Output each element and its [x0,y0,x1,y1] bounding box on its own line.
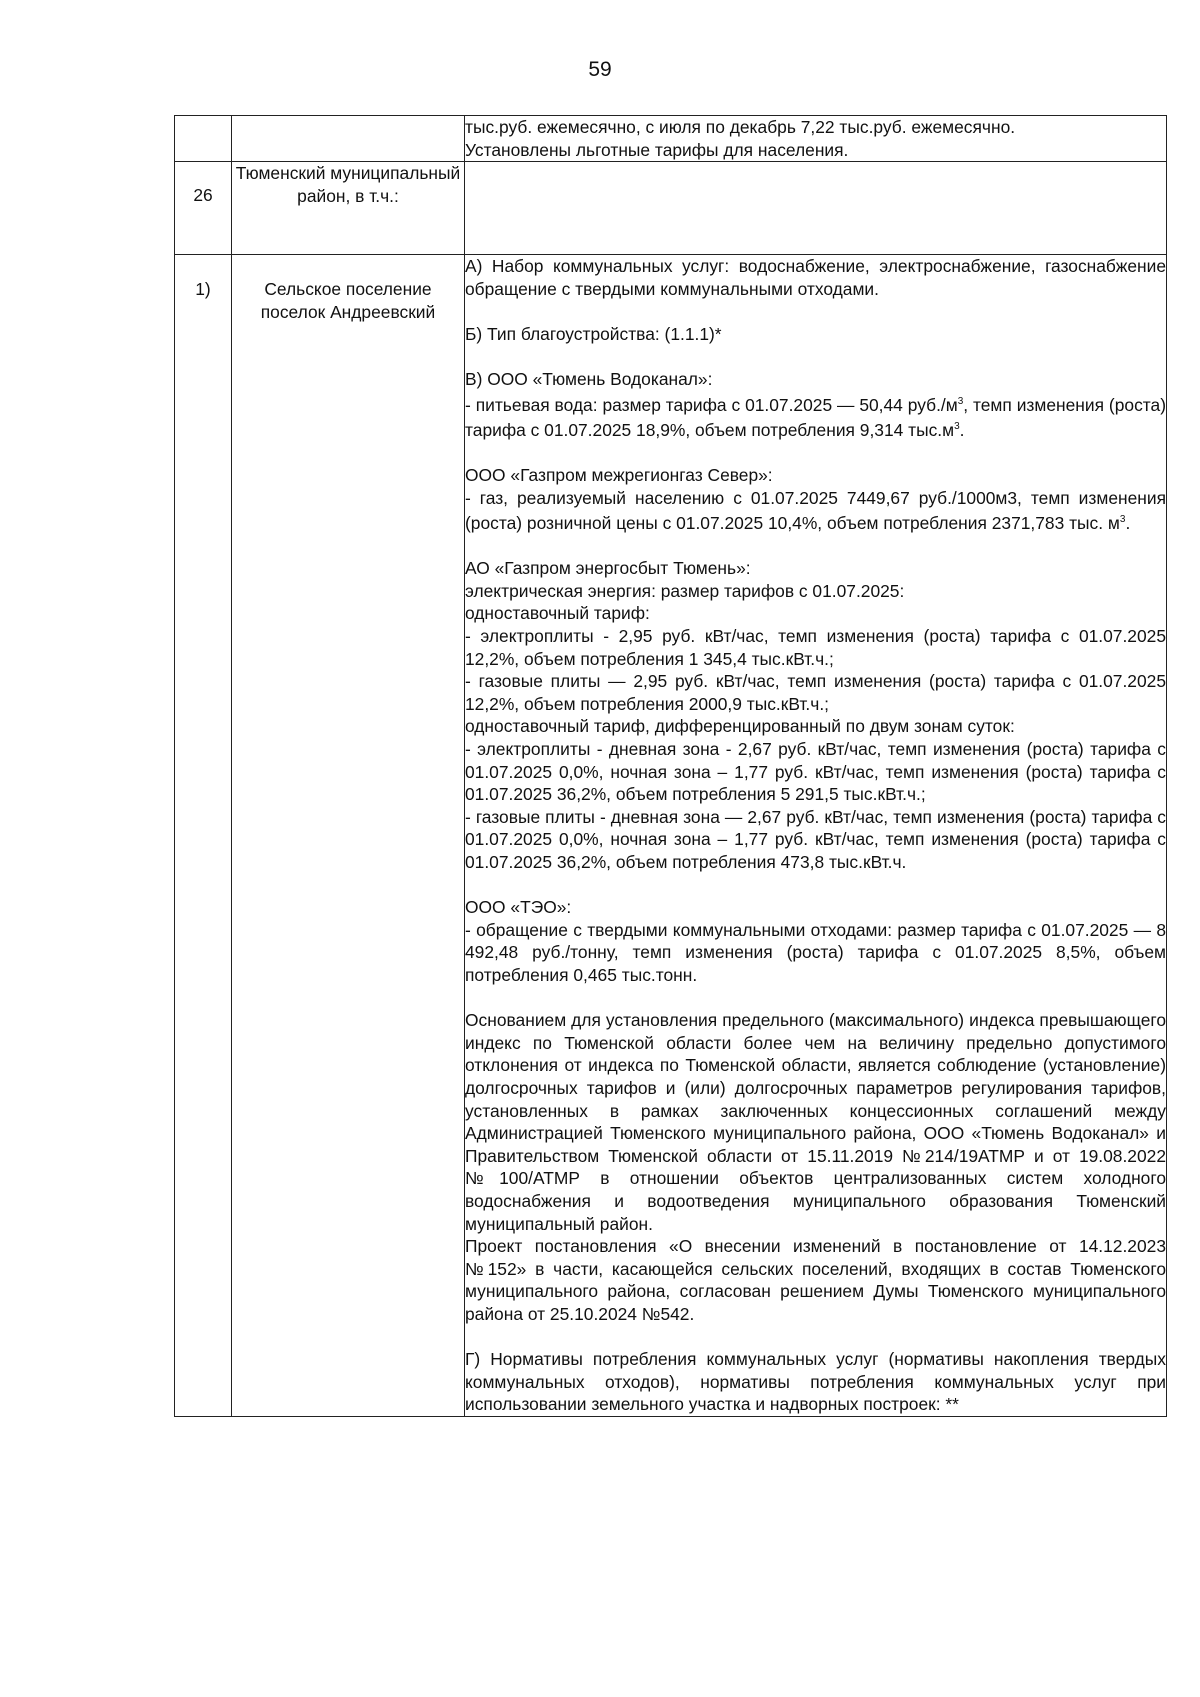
improvement-type: Б) Тип благоустройства: (1.1.1)* [465,323,722,344]
electricity-line: одноставочный тариф, дифференцированный по двум зонам суток: [465,716,1015,737]
cell-content-empty [465,162,1167,255]
consumption-norms: Г) Нормативы потребления коммунальных услуг (нормативы накопления твердых коммунальных отходов), нормативы потребления коммунальных услуг при использовании земельного участка и надворных построек: ** [465,1349,1166,1415]
electricity-line: - газовые плиты — 2,95 руб. кВт/час, темп изменения (роста) тарифа с 01.07.2025 12,2%, объем потребления 2000,9 тыс.кВт.ч.; [465,671,1166,714]
electricity-line: электрическая энергия: размер тарифов с 01.07.2025: [465,580,905,601]
electricity-line: - электроплиты - дневная зона - 2,67 руб. кВт/час, темп изменения (роста) тарифа с 01.07.2025 0,0%, ночная зона – 1,77 руб. кВт/час, темп изменения (роста) тарифа с 01.07.2025 36,2%, объем потребления 5 291,5 тыс.кВт.ч.; [465,739,1166,805]
content-line: Установлены льготные тарифы для населения. [465,139,849,160]
vodokanal-title: В) ООО «Тюмень Водоканал»: [465,369,713,390]
row-number: 1) [175,255,232,1417]
content-line: тыс.руб. ежемесячно, с июля по декабрь 7,22 тыс.руб. ежемесячно. [465,117,1016,137]
gazprom-mezhregiongaz-title: ООО «Газпром межрегионгаз Север»: [465,465,773,486]
electricity-line: - электроплиты - 2,95 руб. кВт/час, темп изменения (роста) тарифа с 01.07.2025 12,2%, объем потребления 1 345,4 тыс.кВт.ч.; [465,626,1166,669]
row-number: 26 [175,162,232,255]
electricity-line: одноставочный тариф: [465,603,650,624]
settlement-name: Сельское поселение поселок Андреевский [232,255,465,1417]
cell-number-empty [175,116,232,162]
electricity-line: - газовые плиты - дневная зона — 2,67 руб. кВт/час, темп изменения (роста) тарифа с 01.07.2025 0,0%, ночная зона – 1,77 руб. кВт/час, темп изменения (роста) тарифа с 01.07.2025 36,2%, объем потребления 473,8 тыс.кВт.ч. [465,806,1166,873]
municipality-name: Тюменский муниципальный район, в т.ч.: [232,162,465,255]
basis-paragraph: Основанием для установления предельного (максимального) индекса превышающего индекс по Тюменской области более чем на величину предельно допустимого отклонения от индекса по Тюменской области, является соблюдение (установление) долгосрочных тарифов и (или) долгосрочных параметров регулирования тарифов, установленных в рамках заключенных концессионных соглашений между Администрацией Тюменского муниципального района, ООО «Тюмень Водоканал» и Правительством Тюменской области от 15.11.2019 №214/19АТМР и от 19.08.2022 №100/АТМР в отношении объектов централизованных систем холодного водоснабжения и водоотведения муниципального образования Тюменский муниципальный район. [465,1010,1166,1234]
table-row-26 [175,162,1167,255]
project-paragraph: Проект постановления «О внесении изменений в постановление от 14.12.2023 №152» в части, касающейся сельских поселений, входящих в состав Тюменского муниципального района, согласован решением Думы Тюменского муниципального района от 25.10.2024 №542. [465,1236,1166,1324]
energosbyt-title: АО «Газпром энергосбыт Тюмень»: [465,558,751,579]
cell-content-tariffs [465,255,1167,1417]
water-tariff: - питьевая вода: размер тарифа с 01.07.2025 — 50,44 $руб./м^3$, темп изменения (роста) тарифа с 01.07.2025 18,9%, объем потребления 9,314 $тыс.м^3$. [465,394,1166,440]
waste-tariff: - обращение с твердыми коммунальными отходами: размер тарифа с 01.07.2025 — 8 492,48 руб./тонну, темп изменения (роста) тарифа с 01.07.2025 8,5%, объем потребления 0,465 тыс.тонн. [465,919,1166,985]
table-row-1 [175,255,1167,1417]
cell-content-continuation [465,116,1167,162]
tariff-table [174,115,1167,1417]
page-number: 59 [588,58,612,81]
table-row-continuation [175,116,1167,162]
teo-title: ООО «ТЭО»: [465,897,572,918]
services-set: А) Набор коммунальных услуг: водоснабжение, электроснабжение, газоснабжение обращение с твердыми коммунальными отходами. [465,256,1166,299]
cell-name-empty [232,116,465,162]
gas-tariff: - газ, реализуемый населению с 01.07.2025 7449,67 руб./1000м3, темп изменения (роста) розничной цены с 01.07.2025 10,4%, объем потребления 2371,783 тыс. $м^3$. [465,487,1166,534]
